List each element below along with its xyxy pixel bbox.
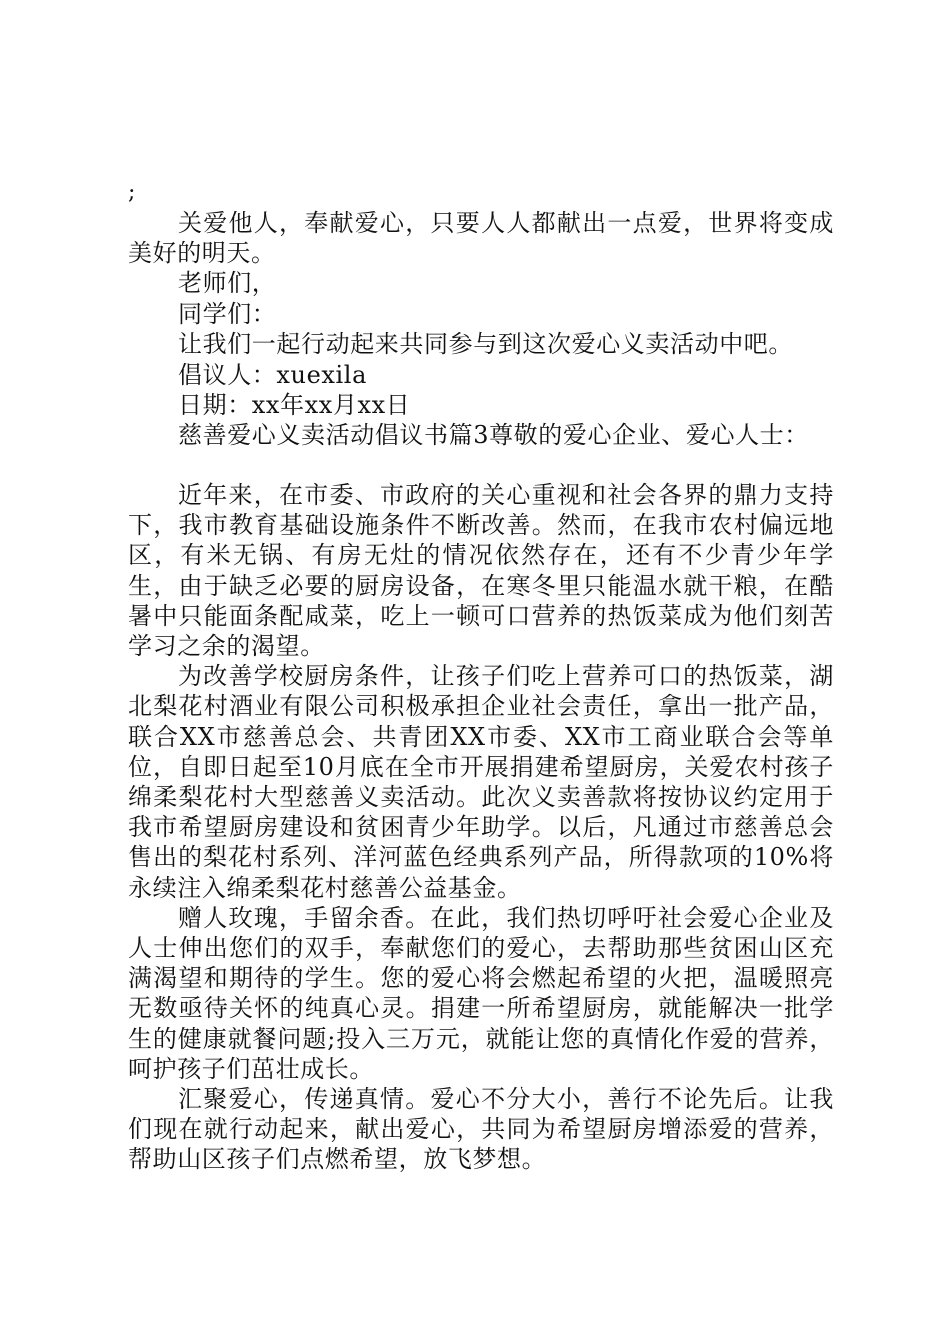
initiator-line: 倡议人：xuexila xyxy=(178,360,367,389)
greeting-teachers: 老师们， xyxy=(178,269,277,298)
body-paragraph: 近年来，在市委、市政府的关心重视和社会各界的鼎力支持下，我市教育基础设施条件不断改善。然而，在我市农村偏远地区，有米无锅、有房无灶的情况依然存在，还有不少青少年学生，由于缺乏必要的厨房设备，在寒冬里只能温水就干粮，在酷暑中只能面条配咸菜，吃上一顿可口营养的热饭菜成为他们刻苦学习之余的渴望。 xyxy=(128,481,834,661)
proposal-body xyxy=(128,480,834,1175)
letter-closing-block xyxy=(128,208,834,451)
body-paragraph: 汇聚爱心，传递真情。爱心不分大小，善行不论先后。让我们现在就行动起来，献出爱心，共同为希望厨房增添爱的营养，帮助山区孩子们点燃希望，放飞梦想。 xyxy=(128,1085,834,1174)
stray-semicolon: ; xyxy=(128,180,136,205)
body-paragraph: 为改善学校厨房条件，让孩子们吃上营养可口的热饭菜，湖北梨花村酒业有限公司积极承担企业社会责任，拿出一批产品，联合XX市慈善总会、共青团XX市委、XX市工商业联合会等单位，自即日起至10月底在全市开展捐建希望厨房，关爱农村孩子绵柔梨花村大型慈善义卖活动。此次义卖善款将按协议约定用于我市希望厨房建设和贫困青少年助学。以后，凡通过市慈善总会售出的梨花村系列、洋河蓝色经典系列产品，所得款项的10%将永续注入绵柔梨花村慈善公益基金。 xyxy=(128,662,834,902)
date-line: 日期：xx年xx月xx日 xyxy=(178,391,411,420)
call-to-action: 让我们一起行动起来共同参与到这次爱心义卖活动中吧。 xyxy=(178,330,793,359)
greeting-students: 同学们： xyxy=(178,299,277,328)
top-paragraph: 关爱他人，奉献爱心，只要人人都献出一点爱，世界将变成美好的明天。 xyxy=(128,209,834,268)
body-paragraph: 赠人玫瑰，手留余香。在此，我们热切呼吁社会爱心企业及人士伸出您们的双手，奉献您们的爱心，去帮助那些贫困山区充满渴望和期待的学生。您的爱心将会燃起希望的火把，温暖照亮无数亟待关怀的纯真心灵。捐建一所希望厨房，就能解决一批学生的健康就餐问题;投入三万元，就能让您的真情化作爱的营养，呵护孩子们茁壮成长。 xyxy=(128,903,834,1083)
section-heading: 慈善爱心义卖活动倡议书篇3尊敬的爱心企业、爱心人士： xyxy=(178,421,809,450)
